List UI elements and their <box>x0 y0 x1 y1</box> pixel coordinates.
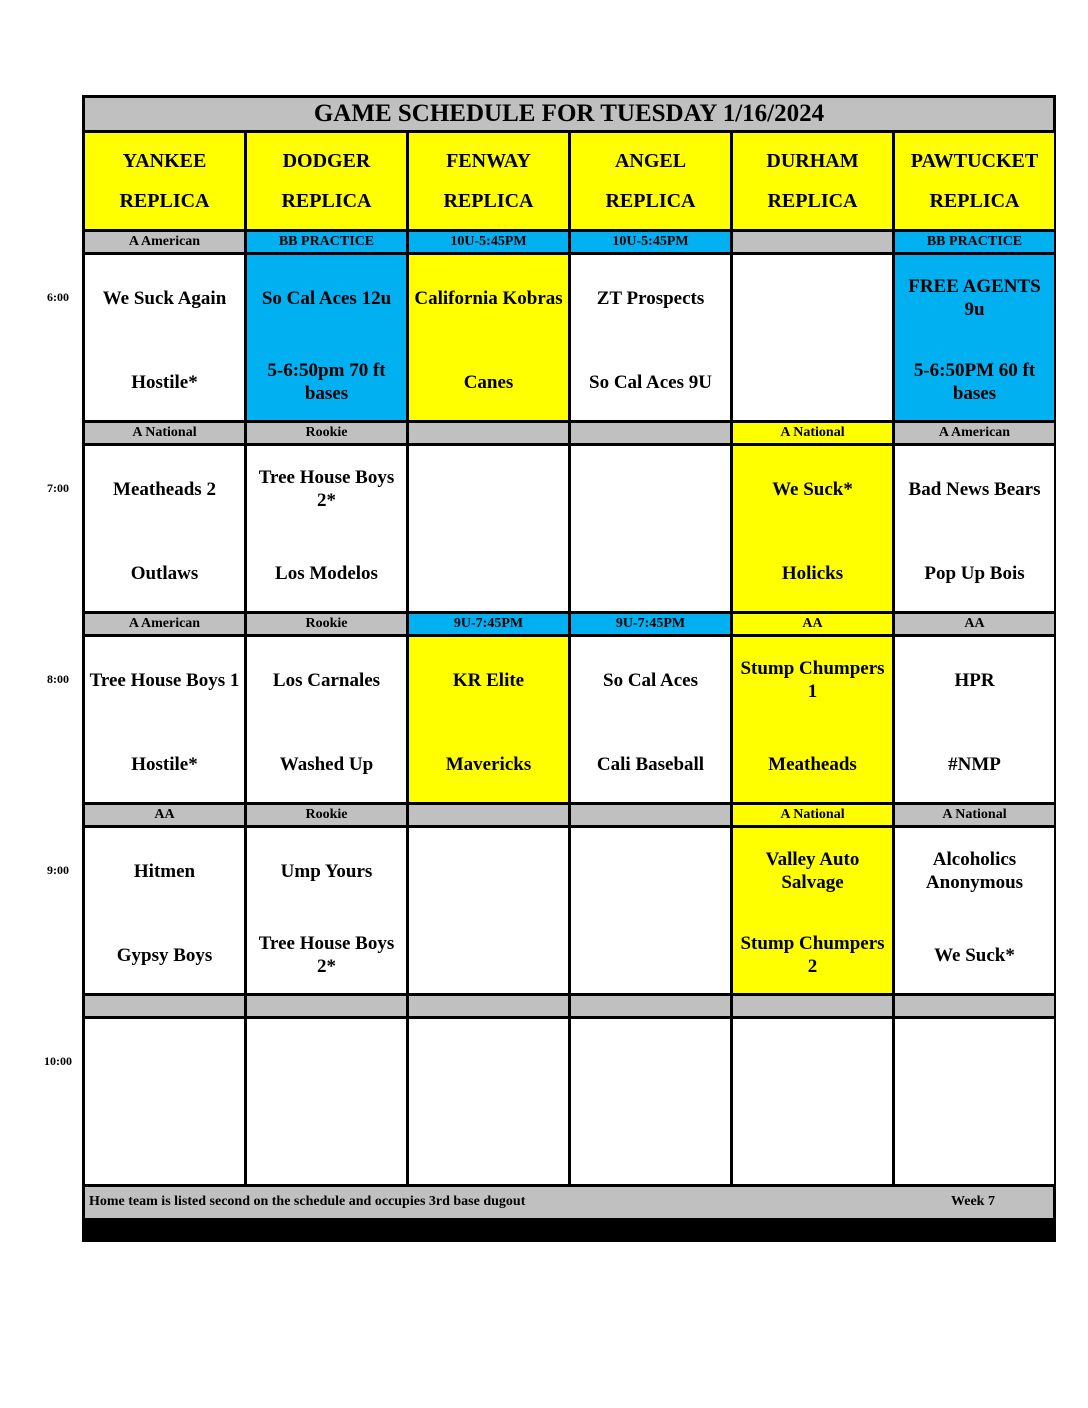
field-header <box>733 133 892 229</box>
home-team <box>247 1123 406 1171</box>
home-team: Tree House Boys 2* <box>258 933 395 977</box>
away-team: Alcoholics Anonymous <box>925 849 1024 893</box>
game-cell <box>733 828 892 993</box>
home-team <box>571 1123 730 1171</box>
game-cell <box>247 828 406 993</box>
division-label: 10U-5:45PM <box>571 232 730 252</box>
away-team: We Suck Again <box>102 287 227 309</box>
division-label <box>895 996 1054 1016</box>
game-cell <box>571 1019 730 1184</box>
game-cell <box>247 637 406 802</box>
division-label: 10U-5:45PM <box>409 232 568 252</box>
home-team: Pop Up Bois <box>924 562 1025 584</box>
home-team: Stump Chumpers 2 <box>740 933 885 977</box>
division-label <box>733 232 892 252</box>
game-cell <box>733 637 892 802</box>
game-cell <box>409 446 568 611</box>
schedule-table <box>82 95 1056 1242</box>
away-team: Stump Chumpers 1 <box>740 658 885 702</box>
home-team-note: Home team is listed second on the schedule and occupies 3rd base dugout <box>89 1194 526 1210</box>
division-label <box>571 805 730 825</box>
division-label: Rookie <box>247 423 406 443</box>
game-cell <box>733 1019 892 1184</box>
time-label: 7:00 <box>47 481 69 495</box>
field-type: REPLICA <box>929 190 1020 212</box>
away-team: We Suck* <box>772 478 853 500</box>
division-label: A National <box>85 423 244 443</box>
field-header <box>409 133 568 229</box>
away-team: Ump Yours <box>280 860 373 882</box>
game-cell <box>733 255 892 420</box>
game-cell <box>895 637 1054 802</box>
field-header <box>247 133 406 229</box>
game-cell <box>571 255 730 420</box>
away-team: So Cal Aces 12u <box>261 287 392 309</box>
game-cell <box>247 1019 406 1184</box>
division-label: 9U-7:45PM <box>571 614 730 634</box>
game-cell <box>895 446 1054 611</box>
game-cell <box>409 1019 568 1184</box>
time-label: 8:00 <box>47 672 69 686</box>
game-cell <box>571 637 730 802</box>
division-label <box>409 805 568 825</box>
game-cell <box>409 255 568 420</box>
away-team <box>409 1039 568 1087</box>
division-label: AA <box>733 614 892 634</box>
field-type: REPLICA <box>443 190 534 212</box>
division-label <box>733 996 892 1016</box>
division-label: AA <box>895 614 1054 634</box>
away-team <box>85 1039 244 1087</box>
home-team <box>409 550 568 598</box>
field-name: ANGEL <box>614 150 687 172</box>
home-team: Outlaws <box>130 562 199 584</box>
division-label: A American <box>895 423 1054 443</box>
field-type: REPLICA <box>605 190 696 212</box>
game-cell <box>85 828 244 993</box>
away-team <box>733 1039 892 1087</box>
home-team <box>895 1123 1054 1171</box>
game-cell <box>85 637 244 802</box>
home-team: Hostile* <box>131 371 198 393</box>
division-label: A American <box>85 232 244 252</box>
home-team <box>571 550 730 598</box>
away-team: FREE AGENTS 9u <box>908 276 1041 320</box>
home-team: Los Modelos <box>275 562 378 584</box>
field-header <box>85 133 244 229</box>
away-team <box>409 466 568 514</box>
game-cell <box>247 255 406 420</box>
away-team <box>571 1039 730 1087</box>
division-label: 9U-7:45PM <box>409 614 568 634</box>
division-label: A National <box>895 805 1054 825</box>
division-label: A National <box>733 805 892 825</box>
away-team: Bad News Bears <box>908 478 1041 500</box>
home-team <box>733 359 892 407</box>
division-label <box>571 423 730 443</box>
away-team <box>733 275 892 323</box>
home-team: Holicks <box>781 562 844 584</box>
game-cell <box>85 446 244 611</box>
home-team: Hostile* <box>131 753 198 775</box>
time-label: 9:00 <box>47 863 69 877</box>
home-team: We Suck* <box>934 944 1015 966</box>
field-type: REPLICA <box>281 190 372 212</box>
home-team <box>733 1123 892 1171</box>
away-team: Valley Auto Salvage <box>765 849 860 893</box>
away-team <box>409 848 568 896</box>
home-team: Mavericks <box>445 753 532 775</box>
home-team: So Cal Aces 9U <box>589 371 712 393</box>
field-name: PAWTUCKET <box>910 150 1039 172</box>
division-label <box>247 996 406 1016</box>
field-name: YANKEE <box>122 150 207 172</box>
home-team: #NMP <box>948 753 1001 775</box>
field-name: DURHAM <box>766 150 859 172</box>
game-cell <box>409 828 568 993</box>
field-header <box>895 133 1054 229</box>
home-team <box>409 1123 568 1171</box>
home-team: Washed Up <box>279 753 374 775</box>
game-cell <box>571 828 730 993</box>
home-team: 5-6:50PM 60 ft bases <box>913 360 1036 404</box>
field-type: REPLICA <box>767 190 858 212</box>
division-label: Rookie <box>247 614 406 634</box>
division-label <box>409 996 568 1016</box>
away-team: Los Carnales <box>272 669 381 691</box>
field-type: REPLICA <box>119 190 210 212</box>
schedule-footer <box>85 1187 1053 1218</box>
away-team: So Cal Aces <box>603 669 698 691</box>
home-team: 5-6:50pm 70 ft bases <box>267 360 386 404</box>
time-label: 10:00 <box>44 1054 72 1068</box>
home-team: Canes <box>463 371 514 393</box>
home-team: Gypsy Boys <box>116 944 213 966</box>
time-label: 6:00 <box>47 290 69 304</box>
away-team: Meatheads 2 <box>113 478 216 500</box>
game-cell <box>85 1019 244 1184</box>
division-label: A National <box>733 423 892 443</box>
division-label: A American <box>85 614 244 634</box>
home-team <box>409 932 568 980</box>
field-header <box>571 133 730 229</box>
division-label <box>409 423 568 443</box>
field-name: FENWAY <box>446 150 531 172</box>
game-cell <box>571 446 730 611</box>
division-label: BB PRACTICE <box>247 232 406 252</box>
away-team <box>571 848 730 896</box>
away-team <box>247 1039 406 1087</box>
away-team: Hitmen <box>133 860 196 882</box>
away-team: ZT Prospects <box>596 287 705 309</box>
game-cell <box>895 1019 1054 1184</box>
schedule-title: GAME SCHEDULE FOR TUESDAY 1/16/2024 <box>85 98 1053 130</box>
away-team: Tree House Boys 2* <box>258 467 395 511</box>
week-label: Week 7 <box>951 1194 995 1210</box>
game-cell <box>247 446 406 611</box>
away-team: HPR <box>954 669 995 691</box>
game-cell <box>895 255 1054 420</box>
home-team: Cali Baseball <box>596 753 705 775</box>
game-cell <box>895 828 1054 993</box>
division-label: Rookie <box>247 805 406 825</box>
division-label <box>571 996 730 1016</box>
game-cell <box>409 637 568 802</box>
away-team: Tree House Boys 1 <box>89 669 240 691</box>
away-team: California Kobras <box>414 287 563 309</box>
division-label: AA <box>85 805 244 825</box>
home-team <box>85 1123 244 1171</box>
away-team <box>571 466 730 514</box>
division-label: BB PRACTICE <box>895 232 1054 252</box>
game-cell <box>733 446 892 611</box>
division-label <box>85 996 244 1016</box>
home-team: Meatheads <box>768 753 857 775</box>
away-team: KR Elite <box>452 669 525 691</box>
game-cell <box>85 255 244 420</box>
away-team <box>895 1039 1054 1087</box>
home-team <box>571 932 730 980</box>
field-name: DODGER <box>282 150 371 172</box>
